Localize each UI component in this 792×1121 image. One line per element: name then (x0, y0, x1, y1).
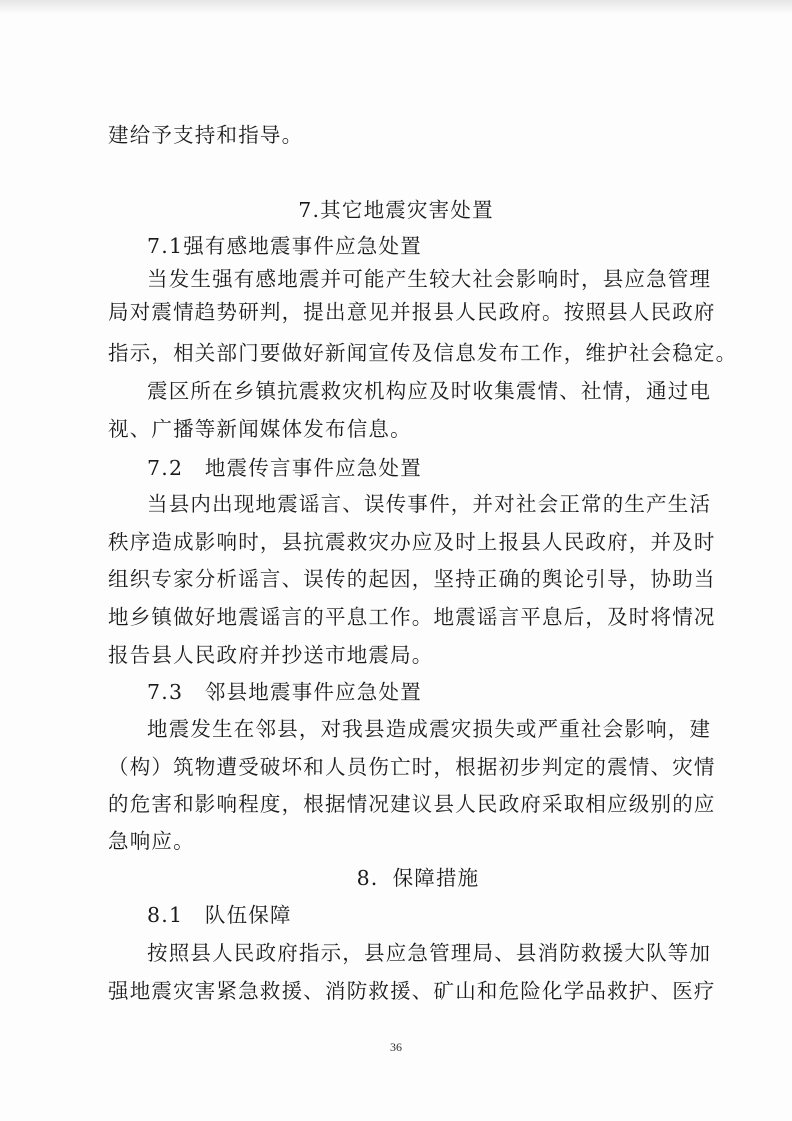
subsection-heading: 7.1强有感地震事件应急处置 (147, 234, 422, 258)
paragraph-line: 强地震灾害紧急救援、消防救援、矿山和危险化学品救护、医疗 (108, 979, 716, 1003)
text-line: 建给予支持和指导。 (108, 123, 304, 147)
section-heading: 8．保障措施 (356, 866, 480, 890)
paragraph-line: 组织专家分析谣言、误传的起因，坚持正确的舆论引导，协助当 (108, 567, 716, 591)
paragraph-line: 地震发生在邻县，对我县造成震灾损失或严重社会影响，建 (147, 717, 712, 741)
paragraph-line: 指示，相关部门要做好新闻宣传及信息发布工作，维护社会稳定。 (108, 341, 738, 365)
subsection-heading: 7.2 地震传言事件应急处置 (147, 456, 422, 480)
paragraph-line: 地乡镇做好地震谣言的平息工作。地震谣言平息后，及时将情况 (108, 605, 716, 629)
paragraph-line: 震区所在乡镇抗震救灾机构应及时收集震情、社情，通过电 (147, 379, 712, 403)
paragraph-line: 按照县人民政府指示，县应急管理局、县消防救援大队等加 (147, 941, 712, 965)
paragraph-line: 的危害和影响程度，根据情况建议县人民政府采取相应级别的应 (108, 792, 716, 816)
paragraph-line: （构）筑物遭受破坏和人员伤亡时，根据初步判定的震情、灾情 (108, 755, 716, 779)
scan-edge (0, 0, 792, 14)
page-number: 36 (390, 1040, 402, 1054)
subsection-heading: 7.3 邻县地震事件应急处置 (147, 680, 422, 704)
paragraph-line: 报告县人民政府并抄送市地震局。 (108, 643, 434, 667)
paragraph-line: 局对震情趋势研判，提出意见并报县人民政府。按照县人民政府 (108, 300, 716, 324)
subsection-heading: 8.1 队伍保障 (147, 903, 292, 927)
paragraph-line: 急响应。 (108, 829, 195, 853)
paragraph-line: 当发生强有感地震并可能产生较大社会影响时，县应急管理 (147, 267, 712, 291)
section-heading: 7.其它地震灾害处置 (298, 198, 494, 222)
paragraph-line: 视、广播等新闻媒体发布信息。 (108, 417, 412, 441)
paragraph-line: 秩序造成影响时，县抗震救灾办应及时上报县人民政府，并及时 (108, 530, 716, 554)
paragraph-line: 当县内出现地震谣言、误传事件，并对社会正常的生产生活 (147, 492, 712, 516)
